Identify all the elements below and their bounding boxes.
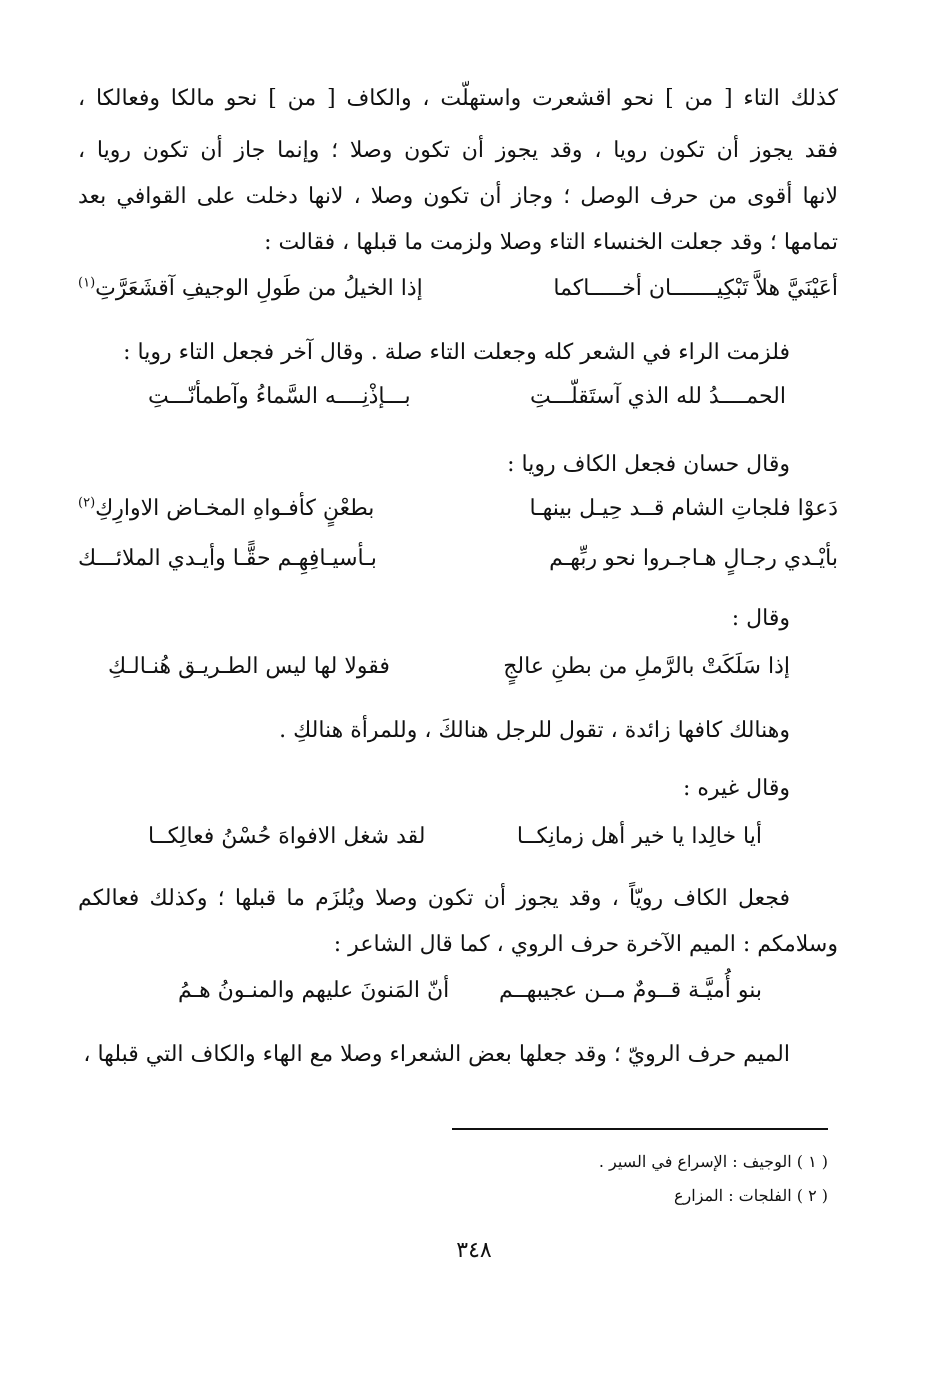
verse-first-hemistich: بنو أُميَّـة قــومٌ مــن عجيبهــم (499, 978, 762, 1003)
verse-line (78, 820, 838, 854)
paragraph-line: لانها أقوى من حرف الوصل ؛ وجاز أن تكون وصلا ، لانها دخلت على القوافي بعد (78, 184, 838, 209)
verse-second-hemistich: بـــإذْنِــــه السَّماءُ وآطمأنّـــتِ (148, 384, 411, 409)
verse-line (78, 380, 838, 414)
paragraph-line: كذلك التاء [ من ] نحو اقشعرت واستهلّت ، والكاف [ من ] نحو مالكا وفعالكا ، (78, 86, 838, 111)
footnote-text: الوجيف : الإسراع في السير . (598, 1152, 792, 1171)
verse-first-hemistich: إذا سَلَكَتْ بالرَّملِ من بطنِ عالجٍ (503, 654, 790, 679)
paragraph-line: تمامها ؛ وقد جعلت الخنساء التاء وصلا ولزمت ما قبلها ، فقالت : (264, 230, 838, 255)
verse-line (78, 272, 838, 306)
verse-second-hemistich (78, 272, 423, 306)
footnote-number: ( ١ ) (796, 1152, 828, 1171)
footnote-number: ( ٢ ) (796, 1186, 828, 1205)
footnote-marker: (١) (78, 275, 96, 291)
verse-second-hemistich: فقولا لها ليس الطـريـق هُنـالـكِ (108, 654, 390, 679)
verse-line (78, 974, 838, 1008)
paragraph-line: فلزمت الراء في الشعر كله وجعلت التاء صلة . وقال آخر فجعل التاء رويا : (123, 340, 790, 365)
verse-first-hemistich: أعَيْنَيَّ هلاَّ تَبْكِيـــــــان أخـــــاكما (553, 276, 838, 301)
verse-second-hemistich (78, 492, 374, 526)
footnote-divider (452, 1128, 828, 1130)
verse-first-hemistich: دَعوْا فلجاتِ الشام قــد حِيـل بينهـا (529, 496, 838, 521)
verse-line (78, 650, 838, 684)
footnote-marker: (٢) (78, 495, 96, 511)
footnote-text: الفلجات : المزارع (674, 1186, 792, 1205)
verse-second-hemistich: لقد شغل الافواهَ حُسْنُ فعالِكــا (148, 824, 426, 849)
paragraph-line: وهنالك كافها زائدة ، تقول للرجل هنالكَ ، وللمرأة هنالكِ . (279, 718, 790, 743)
verse-line (78, 492, 838, 526)
paragraph-line: وقال حسان فجعل الكاف رويا : (507, 452, 790, 477)
footnote (300, 1184, 828, 1208)
verse-line (78, 542, 838, 576)
verse-first-hemistich: الحمــــدُ لله الذي آستَقلّـــتِ (530, 384, 786, 409)
paragraph-line: وقال غيره : (682, 776, 790, 801)
paragraph-line: فجعل الكاف رويّاً ، وقد يجوز أن تكون وصلا ويُلزَم ما قبلها ؛ وكذلك فعالكم (78, 886, 790, 911)
verse-first-hemistich: أيا خالِدا يا خير أهل زمانِكــا (516, 824, 762, 849)
paragraph-line: وقال : (731, 606, 790, 631)
paragraph-line: فقد يجوز أن تكون رويا ، وقد يجوز أن تكون وصلا ؛ وإنما جاز أن تكون رويا ، (78, 138, 838, 163)
paragraph-line: وسلامكم : الميم الآخرة حرف الروي ، كما قال الشاعر : (333, 932, 838, 957)
verse-text: إذا الخيلُ من طَولِ الوجيفِ آقشَعَرَّتِ (95, 276, 423, 301)
footnote (300, 1150, 828, 1174)
verse-second-hemistich: أنّ المَنونَ عليهم والمنـونُ هـمُ (178, 978, 450, 1003)
verse-second-hemistich: بـأسيـافِهِـم حقًّـا وأيـدي الملائـــك (78, 546, 377, 571)
verse-first-hemistich: بأيْـدي رجـالٍ هـاجـروا نحو ربِّهـم (549, 546, 838, 571)
page-number: ٣٤٨ (456, 1238, 492, 1263)
paragraph-line: الميم حرف الرويّ ؛ وقد جعلها بعض الشعراء وصلا مع الهاء والكاف التي قبلها ، (83, 1042, 790, 1067)
verse-text: بطعْنٍ كأفـواهِ المخـاض الاوارِكِ (95, 496, 375, 521)
